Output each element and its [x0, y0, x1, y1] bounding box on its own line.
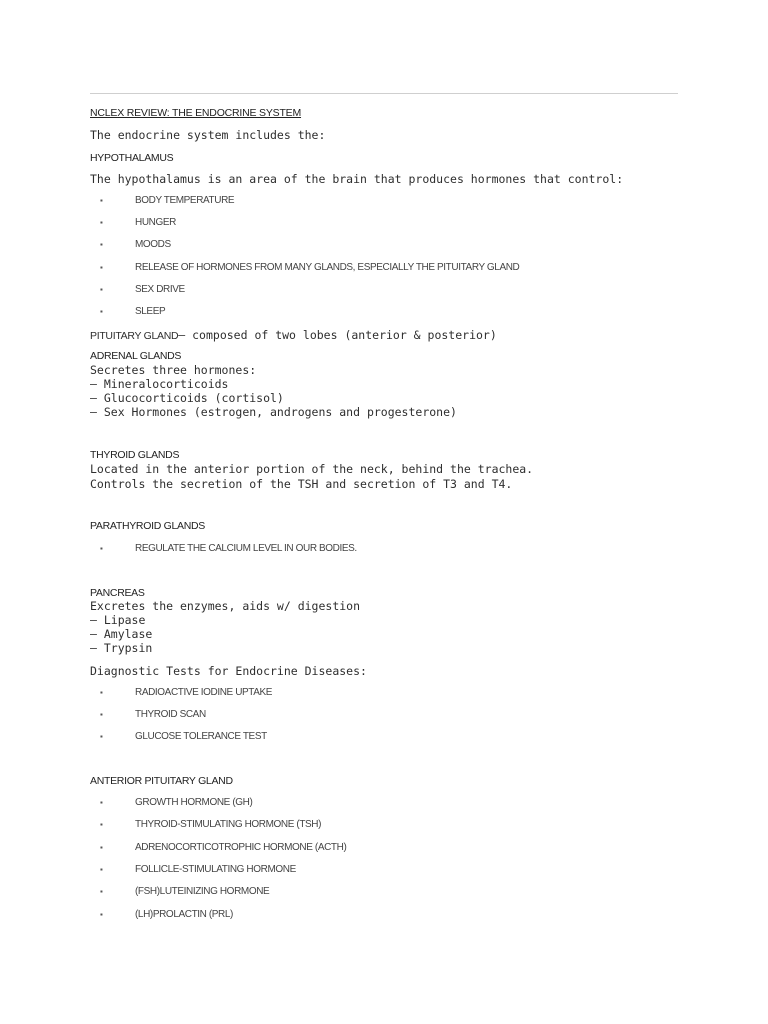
page-title: NCLEX REVIEW: THE ENDOCRINE SYSTEM — [90, 107, 302, 119]
diagnostic-text: Diagnostic Tests for Endocrine Diseases: — [90, 664, 367, 678]
bullet-icon: ▪ — [100, 820, 103, 829]
bullet-icon: ▪ — [100, 887, 103, 896]
adrenal-line: – Sex Hormones (estrogen, androgens and progesterone) — [90, 405, 457, 419]
hypothalamus-text: The hypothalamus is an area of the brain that produces hormones that control: — [90, 172, 624, 186]
bullet-icon: ▪ — [100, 263, 103, 272]
adrenal-line: – Mineralocorticoids — [90, 377, 229, 391]
parathyroid-heading: PARATHYROID GLANDS — [90, 520, 205, 532]
pituitary-heading: PITUITARY GLAND — [90, 330, 179, 342]
bullet-icon: ▪ — [100, 307, 103, 316]
adrenal-heading: ADRENAL GLANDS — [90, 350, 182, 362]
pancreas-heading: PANCREAS — [90, 587, 145, 599]
adrenal-line: – Glucocorticoids (cortisol) — [90, 391, 284, 405]
bullet-icon: ▪ — [100, 910, 103, 919]
bullet-icon: ▪ — [100, 544, 103, 553]
pituitary-line — [90, 328, 497, 343]
bullet-icon: ▪ — [100, 285, 103, 294]
bullet-icon: ▪ — [100, 865, 103, 874]
pancreas-line: – Lipase — [90, 613, 146, 627]
hypothalamus-heading: HYPOTHALAMUS — [90, 152, 174, 164]
pituitary-text: – composed of two lobes (anterior & posterior) — [178, 328, 497, 342]
thyroid-line: Controls the secretion of the TSH and secretion of T3 and T4. — [90, 477, 513, 491]
bullet-icon: ▪ — [100, 732, 103, 741]
top-divider — [90, 93, 678, 94]
bullet-icon: ▪ — [100, 218, 103, 227]
bullet-icon: ▪ — [100, 240, 103, 249]
bullet-icon: ▪ — [100, 798, 103, 807]
bullet-icon: ▪ — [100, 196, 103, 205]
anterior-pituitary-heading: ANTERIOR PITUITARY GLAND — [90, 775, 233, 787]
pancreas-line: Excretes the enzymes, aids w/ digestion — [90, 599, 361, 613]
bullet-icon: ▪ — [100, 688, 103, 697]
bullet-icon: ▪ — [100, 843, 103, 852]
pancreas-line: – Amylase — [90, 627, 153, 641]
thyroid-line: Located in the anterior portion of the neck, behind the trachea. — [90, 462, 534, 476]
thyroid-heading: THYROID GLANDS — [90, 449, 180, 461]
adrenal-line: Secretes three hormones: — [90, 363, 257, 377]
pancreas-line: – Trypsin — [90, 641, 153, 655]
intro-text: The endocrine system includes the: — [90, 128, 326, 142]
bullet-icon: ▪ — [100, 710, 103, 719]
